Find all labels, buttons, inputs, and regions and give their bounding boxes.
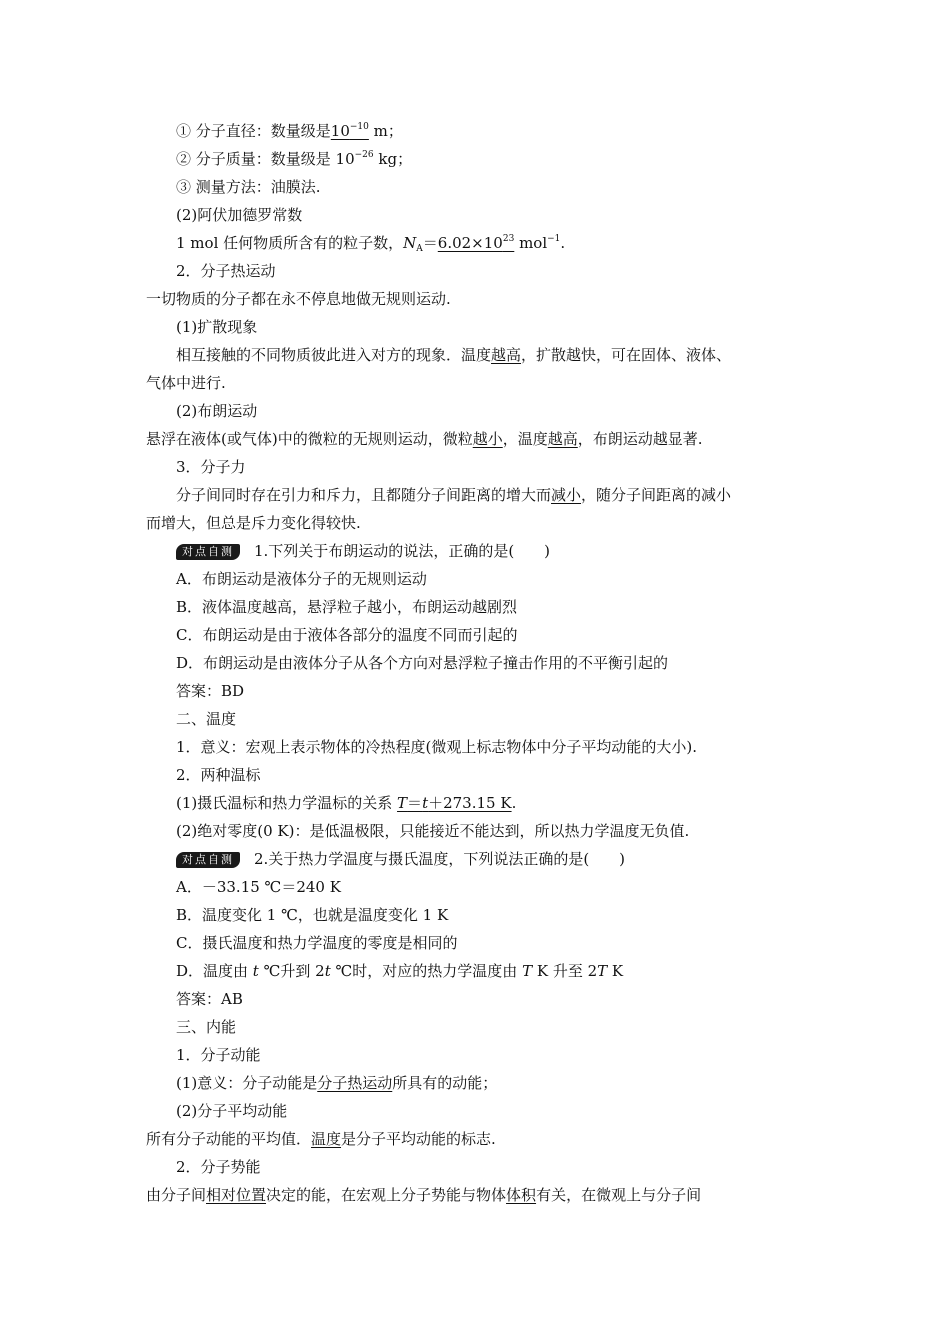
- brownian-heading: (2)布朗运动: [176, 402, 258, 420]
- diameter-order-answer: $10^{-10}$: [330, 122, 369, 140]
- scale-relation-line: (1)摄氏温标和热力学温标的关系 T＝t＋273.15 K.: [176, 794, 517, 812]
- avogadro-heading: (2)阿伏加德罗常数: [176, 206, 303, 224]
- kinetic-energy-meaning-line: (1)意义：分子动能是分子热运动所具有的动能；: [176, 1074, 498, 1092]
- thermal-motion-heading: 2．分子热运动: [176, 262, 276, 280]
- kinetic-energy-heading: 1．分子动能: [176, 1046, 261, 1064]
- question-1-option-b: B．液体温度越高，悬浮粒子越小，布朗运动越剧烈: [176, 598, 518, 616]
- potential-energy-heading: 2．分子势能: [176, 1158, 261, 1176]
- absolute-zero-line: (2)绝对零度(0 K)：是低温极限，只能接近不能达到，所以热力学温度无负值.: [176, 822, 690, 840]
- self-test-badge: 对点自测: [176, 544, 240, 560]
- question-2-option-d: D．温度由 t ℃升到 2t ℃时，对应的热力学温度由 T K 升至 2T K: [176, 962, 624, 980]
- section-internal-energy-heading: 三、内能: [176, 1018, 237, 1036]
- average-kinetic-energy-line: 所有分子动能的平均值．温度是分子平均动能的标志.: [146, 1130, 496, 1148]
- section-temperature-heading: 二、温度: [176, 710, 237, 728]
- thermal-motion-statement: 一切物质的分子都在永不停息地做无规则运动.: [146, 290, 451, 308]
- question-2: 对点自测 2.关于热力学温度与摄氏温度，下列说法正确的是( ): [176, 849, 625, 869]
- question-2-answer: 答案：AB: [176, 990, 243, 1008]
- diffusion-text-line-2: 气体中进行.: [146, 374, 226, 392]
- molecular-force-text-line-1: 分子间同时存在引力和斥力，且都随分子间距离的增大而减小，随分子间距离的减小: [176, 486, 732, 504]
- brownian-text-line: 悬浮在液体(或气体)中的微粒的无规则运动，微粒越小，温度越高，布朗运动越显著.: [146, 430, 703, 448]
- question-1-option-d: D．布朗运动是由液体分子从各个方向对悬浮粒子撞击作用的不平衡引起的: [176, 654, 669, 672]
- molecule-diameter-line: ① 分子直径：数量级是$10^{-10}$ m；: [176, 122, 403, 140]
- question-1-option-c: C．布朗运动是由于液体各部分的温度不同而引起的: [176, 626, 518, 644]
- avogadro-value-answer: $6.02\times 10^{23}$: [437, 234, 515, 252]
- question-1: 对点自测 1.下列关于布朗运动的说法，正确的是( ): [176, 541, 550, 561]
- potential-energy-line: 由分子间相对位置决定的能，在宏观上分子势能与物体体积有关，在微观上与分子间: [146, 1186, 702, 1204]
- molecular-force-text-line-2: 而增大，但总是斥力变化得较快.: [146, 514, 361, 532]
- avogadro-definition-line: 1 mol 任何物质所含有的粒子数，$N_A=6.02\times 10^{23}$ mol$^{-1}$.: [176, 234, 566, 254]
- molecule-mass-line: ② 分子质量：数量级是 $10^{-26}$ kg；: [176, 150, 413, 168]
- average-kinetic-energy-heading: (2)分子平均动能: [176, 1102, 288, 1120]
- diffusion-heading: (1)扩散现象: [176, 318, 258, 336]
- temperature-meaning-line: 1．意义：宏观上表示物体的冷热程度(微观上标志物体中分子平均动能的大小).: [176, 738, 698, 756]
- question-2-option-b: B．温度变化 1 ℃，也就是温度变化 1 K: [176, 906, 449, 924]
- question-1-option-a: A．布朗运动是液体分子的无规则运动: [176, 570, 427, 588]
- question-2-option-a: A．－33.15 ℃＝240 K: [176, 878, 341, 896]
- molecular-force-heading: 3．分子力: [176, 458, 246, 476]
- question-2-option-c: C．摄氏温度和热力学温度的零度是相同的: [176, 934, 458, 952]
- question-1-answer: 答案：BD: [176, 682, 245, 700]
- scale-relation-answer: T＝t＋273.15 K: [397, 794, 512, 812]
- diffusion-text-line-1: 相互接触的不同物质彼此进入对方的现象．温度越高，扩散越快，可在固体、液体、: [176, 346, 732, 364]
- measurement-method-line: ③ 测量方法：油膜法.: [176, 178, 321, 196]
- temperature-scales-heading: 2．两种温标: [176, 766, 261, 784]
- self-test-badge: 对点自测: [176, 852, 240, 868]
